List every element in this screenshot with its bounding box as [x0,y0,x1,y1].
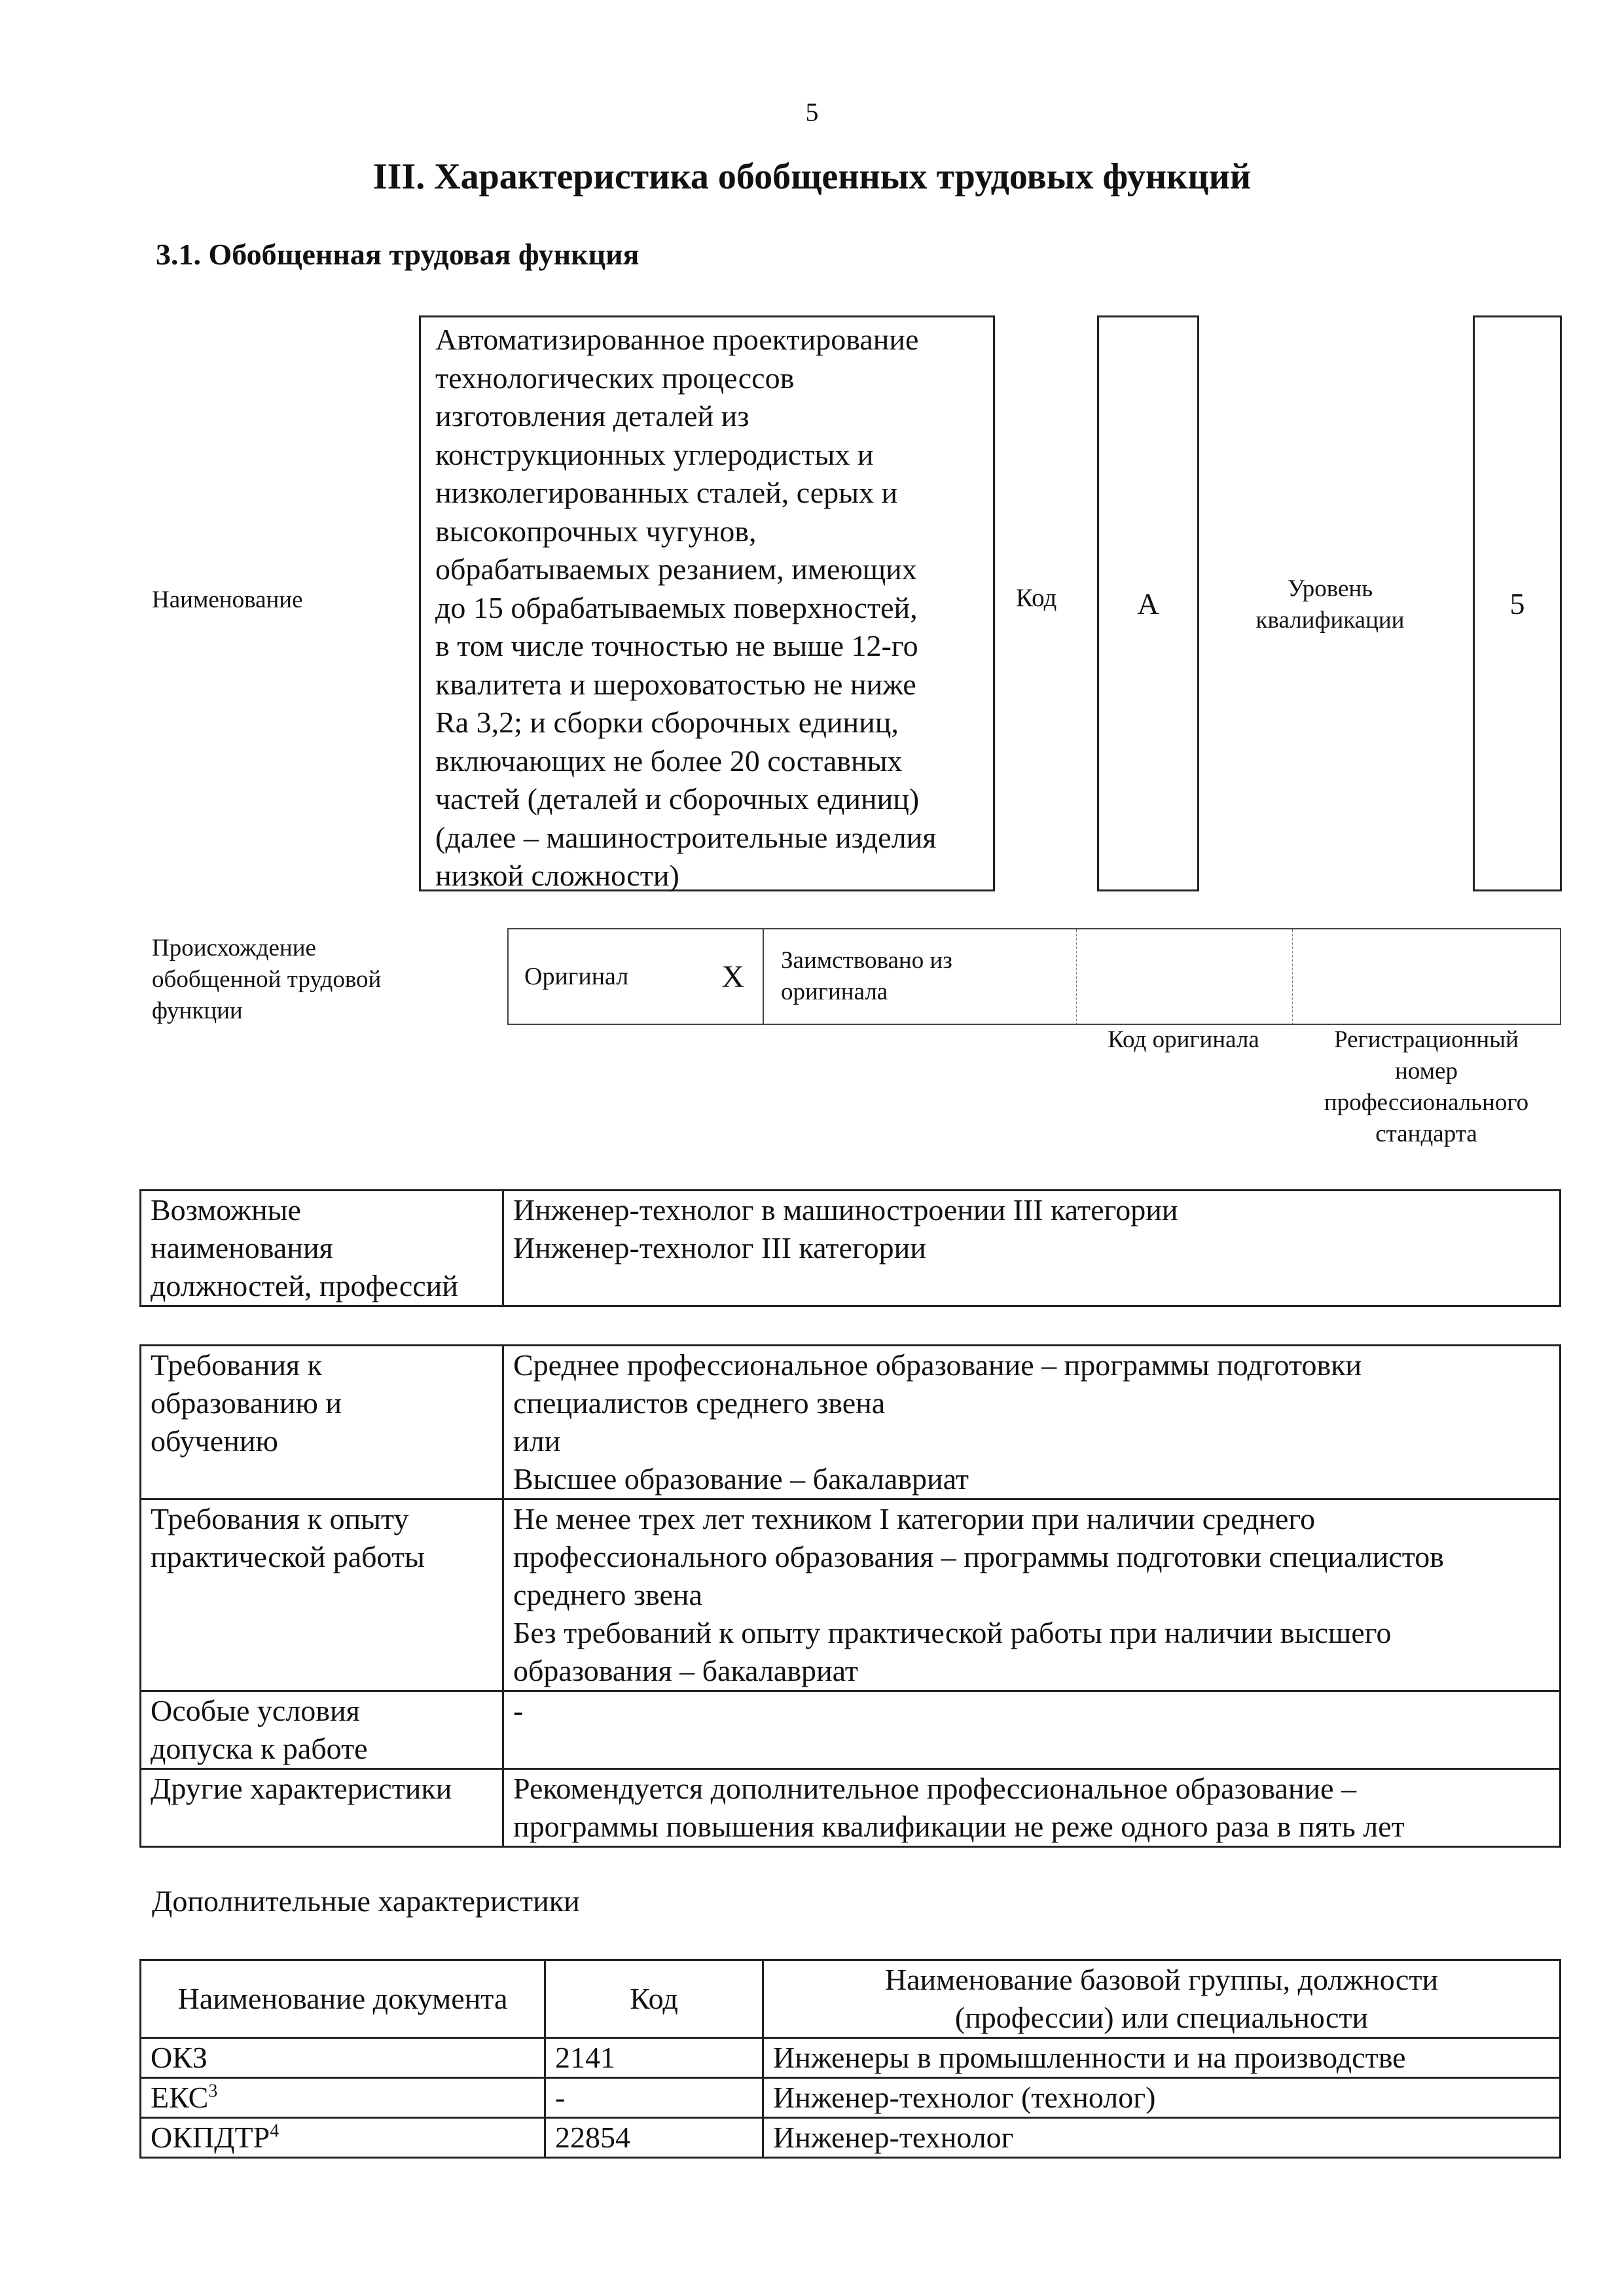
label-line: Требования к [151,1348,322,1382]
qualification-level-label [1212,573,1448,636]
section-title: III. Характеристика обобщенных трудовых функций [372,156,1252,197]
value-line: Без требований к опыту практической работы при наличии высшего [513,1616,1392,1649]
registration-number-caption [1291,1024,1561,1150]
page-number: 5 [805,98,819,127]
positions-label-cell [141,1191,503,1306]
additional-title: Дополнительные характеристики [152,1884,580,1918]
additional-table [139,1959,1561,2159]
name-label: Наименование [152,586,303,613]
doc-name: ОКЗ [151,2041,208,2074]
function-name-line: до 15 обрабатываемых поверхностей, [435,590,918,624]
requirements-table [139,1344,1561,1848]
name-cell: Инженеры в промышленности и на производстве [763,2038,1561,2078]
value-line: или [513,1424,561,1458]
origin-label-line: функции [152,997,243,1024]
requirement-label-cell [141,1769,503,1847]
function-name-line: технологических процессов [435,361,795,395]
footnote-ref: 4 [270,2121,280,2142]
function-name-line: изготовления деталей из [435,399,749,433]
value-line: профессионального образования – программы подготовки специалистов [513,1540,1445,1573]
header-line: Наименование базовой группы, должности [884,1963,1439,1996]
registration-number-cell [1293,929,1560,1024]
value-line: специалистов среднего звена [513,1386,886,1420]
function-name-line: высокопрочных чугунов, [435,514,757,548]
requirement-value-cell [503,1346,1561,1499]
doc-cell [141,2078,545,2118]
code-value-box [1097,315,1199,891]
function-name-line: частей (деталей и сборочных единиц) [435,782,920,816]
value-line: Не менее трех лет техником I категории при наличии среднего [513,1502,1316,1535]
caption-line: стандарта [1375,1121,1477,1147]
code-cell: 2141 [545,2038,763,2078]
header-code: Код [545,1960,763,2038]
value-line: Среднее профессиональное образование – программы подготовки [513,1348,1362,1382]
requirement-value-cell [503,1691,1561,1769]
label-line: Требования к опыту [151,1502,409,1535]
origin-label [152,933,381,1027]
original-cell [509,929,764,1024]
caption-line: профессионального [1324,1089,1529,1116]
code-cell: - [545,2078,763,2118]
table-row [141,2118,1561,2158]
label-line: должностей, профессий [151,1269,458,1302]
requirement-value-cell [503,1499,1561,1691]
function-name-line: обрабатываемых резанием, имеющих [435,552,917,586]
label-line: допуска к работе [151,1732,368,1765]
label-line: практической работы [151,1540,425,1573]
positions-value-cell [503,1191,1561,1306]
table-row [141,1346,1561,1499]
function-name-line: включающих не более 20 составных [435,744,903,778]
caption-line: Регистрационный [1334,1026,1519,1053]
label-line: Особые условия [151,1694,360,1727]
table-row [141,1499,1561,1691]
value-line: программы повышения квалификации не реже одного раза в пять лет [513,1810,1405,1843]
value-line: Рекомендуется дополнительное профессиональное образование – [513,1772,1357,1805]
caption-line: номер [1395,1058,1458,1085]
original-code-caption: Код оригинала [1108,1026,1259,1053]
function-name-box [419,315,995,891]
value-line: среднего звена [513,1578,702,1611]
label-line: наименования [151,1231,333,1265]
doc-name: ЕКС [151,2081,209,2114]
original-mark: X [721,959,744,994]
requirement-label-cell [141,1346,503,1499]
requirement-label-cell [141,1691,503,1769]
table-row [141,2038,1561,2078]
name-cell: Инженер-технолог (технолог) [763,2078,1561,2118]
function-name-line: в том числе точностью не выше 12-го [435,629,918,662]
doc-cell [141,2038,545,2078]
label-line: Другие характеристики [151,1772,452,1805]
function-name-line: низкой сложности) [435,859,679,892]
label-line: Возможные [151,1193,301,1227]
requirement-label-cell [141,1499,503,1691]
label-line: обучению [151,1424,278,1458]
level-value: 5 [1509,586,1525,620]
label-line: образованию и [151,1386,342,1420]
level-label-line: Уровень [1287,575,1373,602]
header-line: (профессии) или специальности [954,2001,1369,2034]
origin-label-line: обобщенной трудовой [152,966,382,993]
doc-cell [141,2118,545,2158]
borrowed-cell [764,929,1077,1024]
table-row [141,1191,1561,1306]
function-name-line: Автоматизированное проектирование [435,323,919,356]
table-row [141,2078,1561,2118]
borrowed-line: Заимствовано из [781,947,952,974]
function-name-line: конструкционных углеродистых и [435,437,874,471]
doc-name: ОКПДТР [151,2121,270,2154]
function-name-line: низколегированных сталей, серых и [435,476,898,509]
table-row [141,1691,1561,1769]
footnote-ref: 3 [208,2081,218,2102]
positions-table [139,1189,1561,1307]
borrowed-label [764,945,952,1008]
level-label-line: квалификации [1255,607,1405,634]
origin-label-line: Происхождение [152,935,316,961]
requirement-value-cell [503,1769,1561,1847]
name-cell: Инженер-технолог [763,2118,1561,2158]
header-name [763,1960,1561,2038]
subsection-title: 3.1. Обобщенная трудовая функция [156,238,640,271]
code-value: A [1137,586,1159,620]
position-name: Инженер-технолог III категории [513,1231,926,1265]
borrowed-line: оригинала [781,978,888,1005]
table-header-row [141,1960,1561,2038]
original-label: Оригинал [524,963,629,990]
code-cell: 22854 [545,2118,763,2158]
value-line: Высшее образование – бакалавриат [513,1462,969,1496]
code-label: Код [1016,584,1057,612]
value-line: образования – бакалавриат [513,1654,858,1687]
header-doc: Наименование документа [141,1960,545,2038]
function-name-line: (далее – машиностроительные изделия [435,820,937,854]
function-name-line: квалитета и шероховатостью не ниже [435,667,916,701]
position-name: Инженер-технолог в машиностроении III категории [513,1193,1178,1227]
origin-strip [507,928,1561,1025]
original-code-cell [1077,929,1293,1024]
level-value-box [1473,315,1562,891]
table-row [141,1769,1561,1847]
value-line: - [513,1694,524,1727]
function-name-line: Ra 3,2; и сборки сборочных единиц, [435,706,899,739]
